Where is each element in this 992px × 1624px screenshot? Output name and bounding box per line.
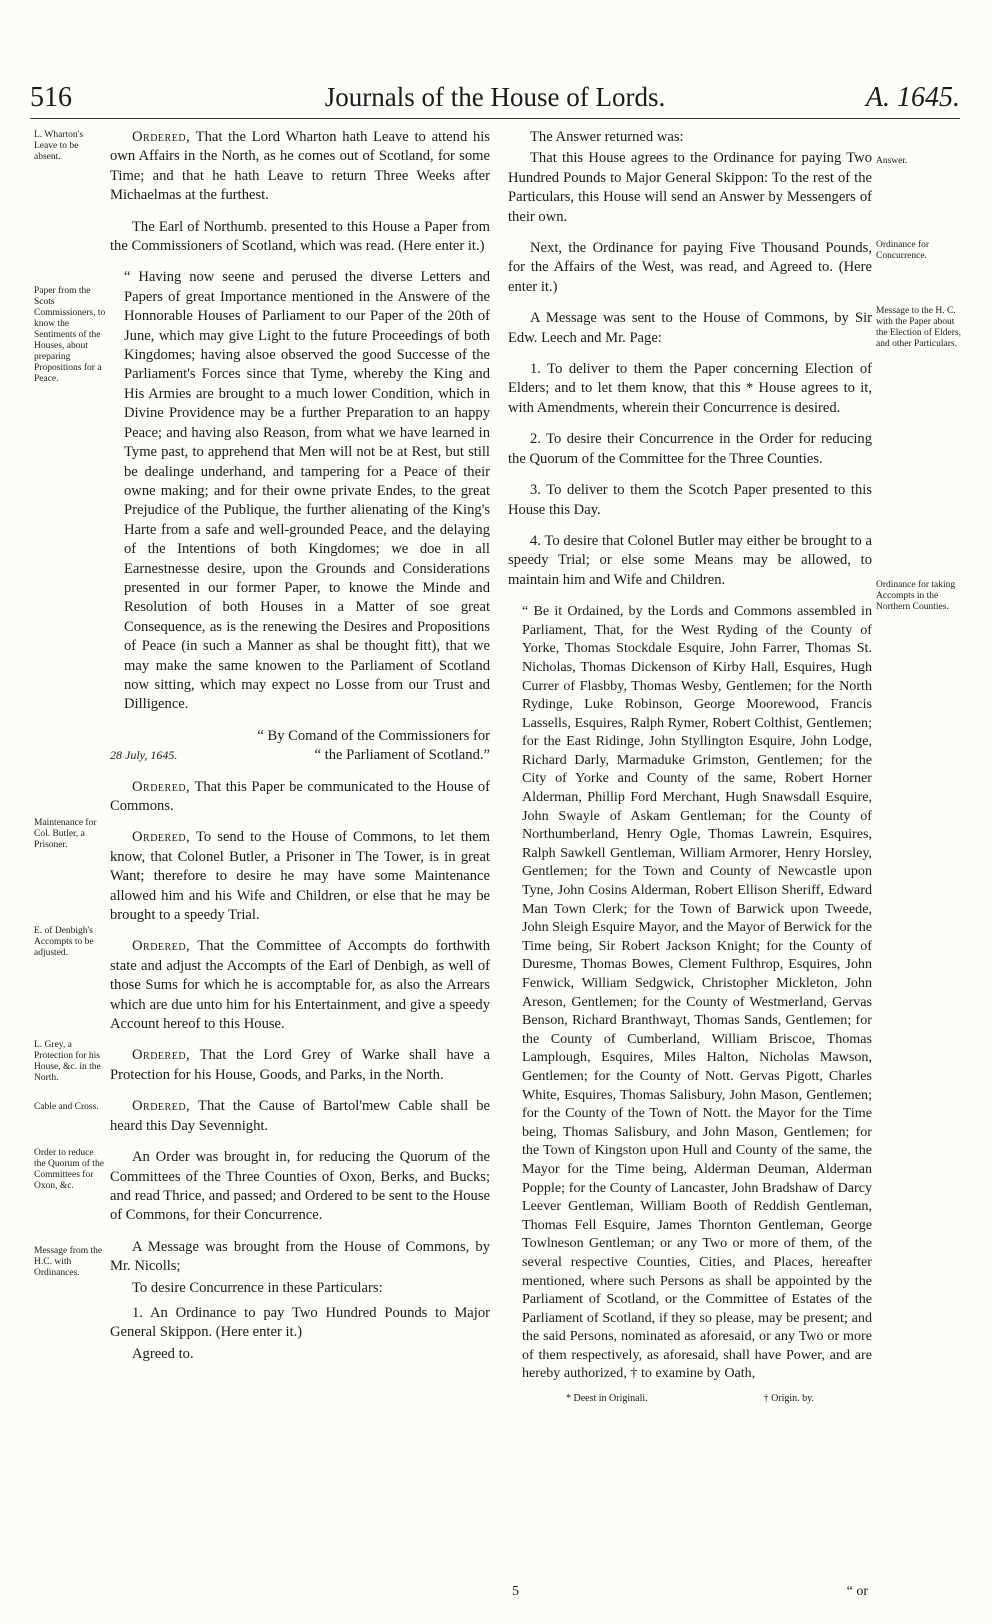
- signature-mark: 5: [512, 1584, 519, 1599]
- paragraph: Ordered, That the Cause of Bartol'mew Cable shall be heard this Day Sevennight.: [110, 1098, 490, 1134]
- paragraph: A Message was sent to the House of Commons, by Sir Edw. Leech and Mr. Page:: [508, 310, 872, 346]
- page-year: A. 1645.: [865, 82, 960, 113]
- paragraph: Ordered, That the Lord Grey of Warke shall have a Protection for his House, Goods, and Parks, in the North.: [110, 1047, 490, 1083]
- left-column: [110, 128, 490, 1376]
- margin-note: L. Grey, a Protection for his House, &c. in the North.: [34, 1040, 101, 1083]
- margin-note: L. Wharton's Leave to be absent.: [34, 130, 84, 162]
- paragraph: The Answer returned was:: [530, 129, 684, 145]
- paragraph: An Order was brought in, for reducing the Quorum of the Committees of the Three Counties of Oxon, Berks, and Bucks; and read Thrice, and passed; and Ordered to be sent to the House of Commons, for their Concurrence.: [110, 1149, 490, 1224]
- header-rule: [30, 118, 960, 119]
- paragraph: Ordered, That the Committee of Accompts do forthwith state and adjust the Accompts of the Earl of Denbigh, as well of those Sums for which he is accomptable for, as also the Arrears which are due unto him for his Entertainment, and give a speedy Account hereof to this House.: [110, 938, 490, 1033]
- paragraph: A Message was brought from the House of Commons, by Mr. Nicolls;: [110, 1238, 490, 1275]
- margin-note: Order to reduce the Quorum of the Committees for Oxon, &c.: [34, 1148, 104, 1191]
- paragraph: That this House agrees to the Ordinance for paying Two Hundred Pounds to Major General Skippon: To the rest of the Particulars, this House will send an Answer by Messengers of their own.: [508, 150, 872, 225]
- paragraph: 1. To deliver to them the Paper concerning Election of Elders; and to let them know, that this * House agrees to it, with Amendments, wherein their Concurrence is desired.: [508, 361, 872, 416]
- margin-note: Message from the H.C. with Ordinances.: [34, 1246, 103, 1278]
- scots-paper: “ Having now seene and perused the diverse Letters and Papers of great Importance mentioned in the Answere of the Honnorable Houses of Parliament to our Paper of the 20th of June, which may give Light to the future Proceedings of both Kingdomes; having alsoe observed the good Successe of the Parliament's Forces since that Tyme, whereby the King and His Armies are brought to a much lower Condition, which in Divine Providence may be a further Preparation to an happy Peace; and having also Reason, from what we have learned in Tyme past, to apprehend that Men will not be at Rest, but still be dealinge underhand, and tampering for a Peace of their owne making; and for their owne private Endes, to the great Prejudice of the Publique, the further alienating of the King's Harte from a safe and well-grounded Peace, and the delaying of the Intentions of both Kingdomes; we doe in all Earnestnesse desire, upon the Grounds and Considerations presented in our former Paper, to knowe the Minde and Resolution of both Houses in a Matter of soe great Consequence, as is the renewing the Desires and Propositions of Peace (in such a Manner as shal be thought fitt), that we may make the same knowen to the Parliament of Scotland now sitting, which may expect no Losse from our Trust and Dilligence.: [124, 269, 490, 713]
- paragraph: Next, the Ordinance for paying Five Thousand Pounds, for the Affairs of the West, was read, and Agreed to. (Here enter it.): [508, 240, 872, 295]
- paragraph: Ordered, To send to the House of Commons, to let them know, that Colonel Butler, a Prisoner in The Tower, is in great Want; therefore to desire he may have some Maintenance allowed him and his Wife and Children, or else that he may be brought to a speedy Trial.: [110, 829, 490, 924]
- margin-note: Paper from the Scots Commissioners, to know the Sentiments of the Houses, about preparing Propositions for a Peace.: [34, 286, 106, 384]
- right-column: [508, 128, 872, 1408]
- margin-note: Message to the H. C. with the Paper about the Election of Elders, and other Particulars.: [876, 306, 961, 349]
- margin-note: Ordinance for taking Accompts in the Northern Counties.: [876, 580, 956, 612]
- paragraph: To desire Concurrence in these Particulars:: [132, 1279, 383, 1296]
- margin-note: Maintenance for Col. Butler, a Prisoner.: [34, 818, 97, 850]
- paragraph: Agreed to.: [132, 1345, 194, 1362]
- ordinance-text: “ Be it Ordained, by the Lords and Commons assembled in Parliament, That, for the West Ryding of the County of Yorke, Thomas Stockdale Esquire, John Farrer, Thomas St. Nicholas, Thomas Dickenson of Kirby Hall, Esquires, Hugh Currer of Flasbby, Thomas Wesby, Gentlemen; for the North Rydinge, Luke Robinson, George Moorewood, Francis Lassells, Esquires, Ralph Rymer, Robert Colthist, Gentlemen; for the East Ridinge, John Styllington Esquire, John Lodge, Richard Darly, Marmaduke Grimston, Gentlemen; for the City of Yorke and County of the same, Robert Horner Alderman, Phillip Ford Merchant, Hugh Snawsdall Esquire, John Swayle of Askam Gentleman; for the County of Northumberland, Henry Ogle, Thomas Lawrein, Esquires, Ralph Sawkell Gentleman, William Armorer, Henry Horsley, Gentlemen; for the Town and County of Newcastle upon Tyne, John Cosins Alderman, Robert Ellison Sheriff, Edward Man Town Clerk; for the Town of Barwick upon Tweede, John Sleigh Esquire Mayor, and the Mayor of Berwick for the Time being, Sir Robert Jackson Knight; for the County of Duresme, Thomas Bowes, Clement Fulthrop, Esquires, John Fenwick, William Sedgwick, Christopher Mickleton, John Areson, Gentlemen; for the County of Westmerland, Gervas Benson, Richard Branthwayt, Thomas Sands, Gentlemen; for the County of Cumberland, William Briscoe, Thomas Lamplough, Esquires, Miles Halton, Nicholas Mawson, Gentlemen; for the County of Nott. Gervas Pigott, Charles White, Esquires, Thomas Salisbury, John Mason, Gentlemen; for the County of the Town of Nott. the Mayor for the Time being, Thomas Salisbury, and John Mason, Gentlemen; for the Town of Kingston upon Hull and County of the same, the Mayor for the Time being, Alderman Deuman, Alderman Popple; for the County of Lancaster, John Bradshaw of Darcy Leever Gentleman, William Booth of Reddish Gentleman, Thomas Fell Esquire, James Thornton Gentleman, George Towlneson Gentleman; or any Two or more of them, of the several respective Counties, Cities, and Places, hereafter mentioned, where such Persons as shall be appointed by the Parliament of Scotland, or the Committee of Estates of the Parliament of Scotland, if they so please, may be present; and the said Persons, nominated as aforesaid, or any Two or more of them respectively, as aforesaid, shall have Power, and are hereby authorized, † to examine by Oath,: [522, 603, 872, 1382]
- footnote: * Deest in Originali.: [565, 1393, 648, 1405]
- signature-line: 28 July, 1645. “ the Parliament of Scotland.”: [110, 746, 490, 765]
- margin-note: E. of Denbigh's Accompts to be adjusted.: [34, 926, 94, 958]
- page-title: Journals of the House of Lords.: [324, 82, 666, 112]
- paragraph: 2. To desire their Concurrence in the Order for reducing the Quorum of the Committee for the Three Counties.: [508, 431, 872, 467]
- running-header: [30, 78, 960, 118]
- ordered-lead: Ordered,: [132, 129, 191, 145]
- paragraph: Ordered, That this Paper be communicated to the House of Commons.: [110, 778, 490, 814]
- paragraph: 1. An Ordinance to pay Two Hundred Pounds to Major General Skippon. (Here enter it.): [110, 1304, 490, 1341]
- paragraph: The Earl of Northumb. presented to this House a Paper from the Commissioners of Scotland, which was read. (Here enter it.): [110, 218, 490, 255]
- paper-date: 28 July, 1645.: [110, 748, 178, 763]
- signature-line: “ By Comand of the Commissioners for: [257, 727, 490, 744]
- paragraph: 3. To deliver to them the Scotch Paper presented to this House this Day.: [508, 482, 872, 518]
- paragraph: Ordered, That the Lord Wharton hath Leave to attend his own Affairs in the North, as he comes out of Scotland, for some Time; and that he hath Leave to return Three Weeks after Michaelmas at the furthest.: [110, 129, 490, 204]
- footnote: † Origin. by.: [763, 1393, 815, 1405]
- paragraph: 4. To desire that Colonel Butler may either be brought to a speedy Trial; or else some Means may be allowed, to maintain him and Wife and Children.: [508, 532, 872, 588]
- catchword: “ or: [846, 1584, 868, 1599]
- footnotes: [508, 1389, 872, 1408]
- page-number: 516: [30, 82, 72, 113]
- margin-note: Ordinance for Concurrence.: [876, 240, 930, 261]
- margin-note: Answer.: [876, 156, 908, 166]
- margin-note: Cable and Cross.: [34, 1102, 99, 1112]
